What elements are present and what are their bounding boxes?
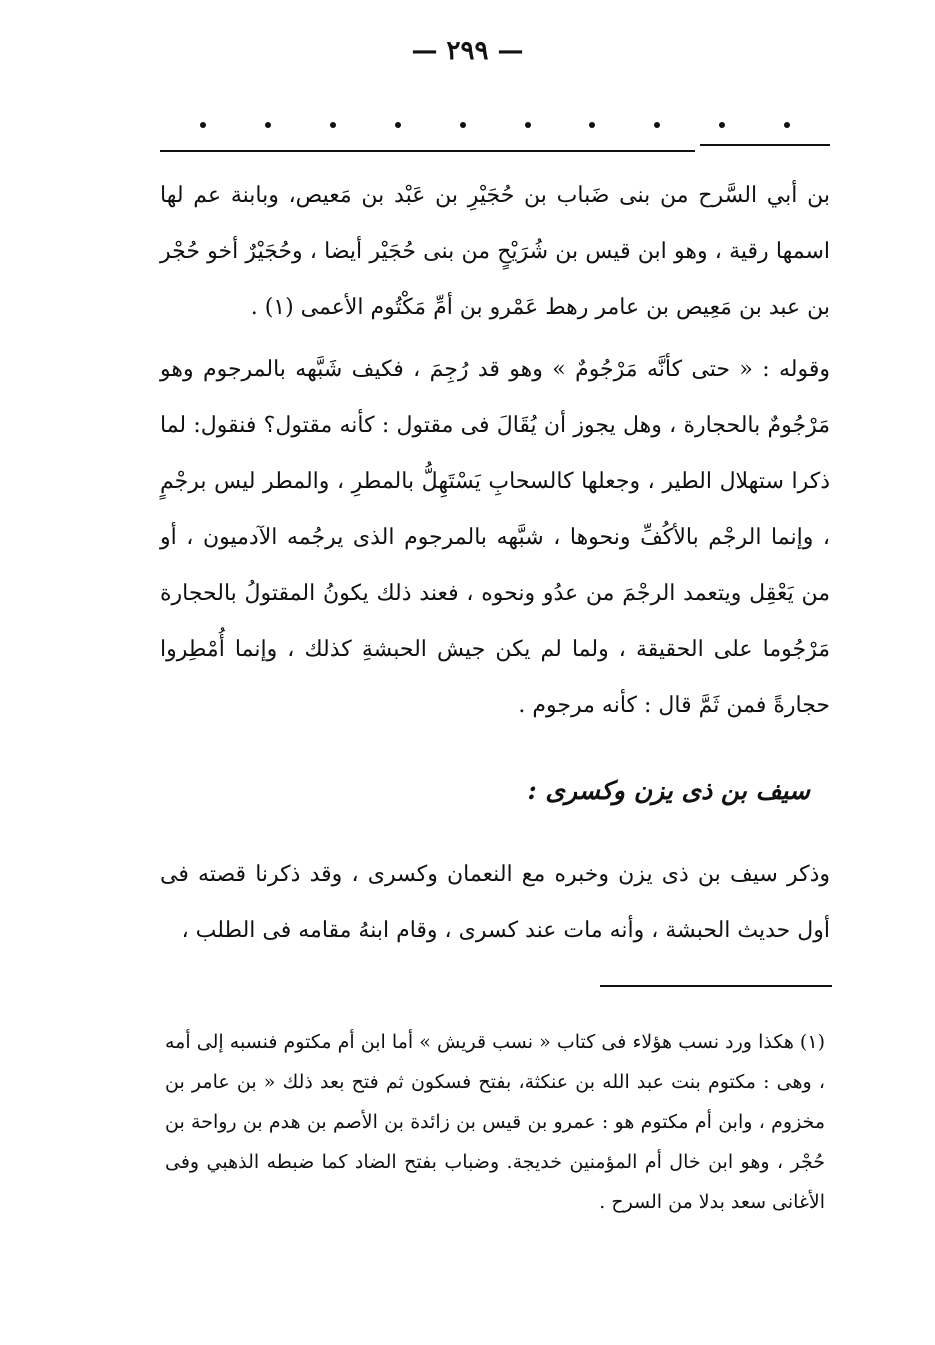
header-rule <box>160 150 695 152</box>
footnote-separator <box>600 985 832 987</box>
paragraph-1 <box>160 168 830 336</box>
ornament-dot <box>330 122 336 128</box>
ornament-dots <box>160 110 830 140</box>
ornament-dot <box>525 122 531 128</box>
page-number: — ٢٩٩ — <box>411 36 524 66</box>
section-heading: سيف بن ذى يزن وكسرى : <box>527 776 810 805</box>
ornament-dot <box>265 122 271 128</box>
header-ornament <box>160 110 830 158</box>
paragraph-3 <box>160 847 830 959</box>
ornament-dot <box>719 122 725 128</box>
ornament-dot <box>589 122 595 128</box>
ornament-dot <box>460 122 466 128</box>
header-rule-right <box>700 144 830 146</box>
ornament-dot <box>395 122 401 128</box>
ornament-dot <box>200 122 206 128</box>
paragraph-2 <box>160 342 830 734</box>
paragraph-2-text: وقوله : « حتى كأنَّه مَرْجُومٌ » وهو قد رُجِمَ ، فكيف شَبَّهه بالمرجوم وهو مَرْجُومٌ بالحجارة ، وهل يجوز أن يُقَالَ فى مقتول : كأنه مقتول؟ فنقول: لما ذكرا ستهلال الطير ، وجعلها كالسحابِ يَسْتَهِلُّ بالمطرِ ، والمطر ليس برجْمٍ ، وإنما الرجْم بالأكُفِّ ونحوها ، شبَّهه بالمرجوم الذى يرجُمه الآدميون ، أو من يَعْقِل ويتعمد الرجْمَ من عدُو ونحوه ، فعند ذلك يكونُ المقتولُ بالحجارة مَرْجُوما على الحقيقة ، ولما لم يكن جيش الحبشةِ كذلك ، وإنما أُمْطِروا حجارةً فمن ثَمَّ قال : كأنه مرجوم . <box>160 357 830 718</box>
paragraph-3-text: وذكر سيف بن ذى يزن وخبره مع النعمان وكسرى ، وقد ذكرنا قصته فى أول حديث الحبشة ، وأنه مات عند كسرى ، وقام ابنهُ مقامه فى الطلب ، <box>160 862 830 943</box>
paragraph-1-text: بن أبي السَّرح من بنى ضَباب بن حُجَيْرِ بن عَبْد بن مَعيص، وبابنة عم لها اسمها رقية ، وهو ابن قيس بن شُرَيْحٍ من بنى حُجَيْر أيضا ، وحُجَيْرٌ أخو حُجْر بن عبد بن مَعِيص بن عامر رهط عَمْرو بن أمِّ مَكْتُوم الأعمى (١) . <box>160 183 830 320</box>
ornament-dot <box>784 122 790 128</box>
footnote-text: (١) هكذا ورد نسب هؤلاء فى كتاب « نسب قريش » أما ابن أم مكتوم فنسبه إلى أمه ، وهى : مكتوم بنت عبد الله بن عنكثة، بفتح فسكون ثم فتح بعد ذلك « بن عامر بن مخزوم ، وابن أم مكتوم هو : عمرو بن قيس بن زائدة بن الأصم بن هدم بن رواحة بن حُجْر ، وهو ابن خال أم المؤمنين خديجة. وضباب بفتح الضاد كما ضبطه الذهبي وفى الأغانى سعد بدلا من السرح . <box>165 1031 825 1213</box>
ornament-dot <box>654 122 660 128</box>
footnote <box>165 1022 825 1222</box>
